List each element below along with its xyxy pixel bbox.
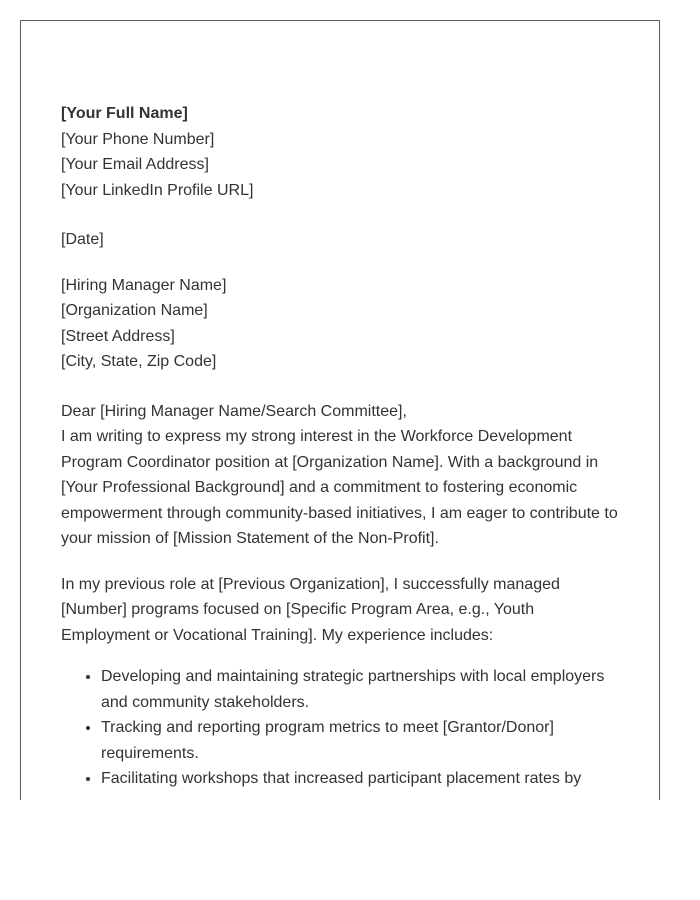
- sender-name: [Your Full Name]: [61, 105, 188, 122]
- recipient-city: [City, State, Zip Code]: [61, 353, 217, 370]
- recipient-name: [Hiring Manager Name]: [61, 276, 227, 294]
- paragraph-intro: I am writing to express my strong interest in the Workforce Development Program Coordinator position at [Organization Name]. With a background in [Your Professional Background] and a commitment to fostering economic empowerment through community-based initiatives, I am eager to contribute to your mission of [Mission Statement of the Non-Profit].: [61, 428, 618, 547]
- document-page: [20, 20, 660, 800]
- sender-phone: [Your Phone Number]: [61, 130, 215, 148]
- greeting: Dear [Hiring Manager Name/Search Committee],: [61, 402, 407, 420]
- recipient-organization: [Organization Name]: [61, 302, 208, 319]
- cover-letter: [61, 101, 626, 792]
- sender-email: [Your Email Address]: [61, 156, 209, 173]
- list-item: • Developing and maintaining strategic partnerships with local employers and community stakeholders.: [101, 664, 626, 715]
- experience-list: [61, 664, 626, 792]
- sender-linkedin: [Your LinkedIn Profile URL]: [61, 181, 254, 199]
- letter-date: [Date]: [61, 231, 104, 248]
- recipient-street: [Street Address]: [61, 327, 175, 345]
- list-item: • Tracking and reporting program metrics to meet [Grantor/Donor] requirements.: [101, 715, 626, 766]
- list-item: • Facilitating workshops that increased participant placement rates by: [101, 766, 626, 792]
- recipient-block: [61, 273, 626, 375]
- paragraph-experience: In my previous role at [Previous Organization], I successfully managed [Number] programs focused on [Specific Program Area, e.g., Youth Employment or Vocational Training]. My experience includes:: [61, 575, 560, 644]
- date-block: [61, 227, 626, 253]
- sender-block: [61, 101, 626, 203]
